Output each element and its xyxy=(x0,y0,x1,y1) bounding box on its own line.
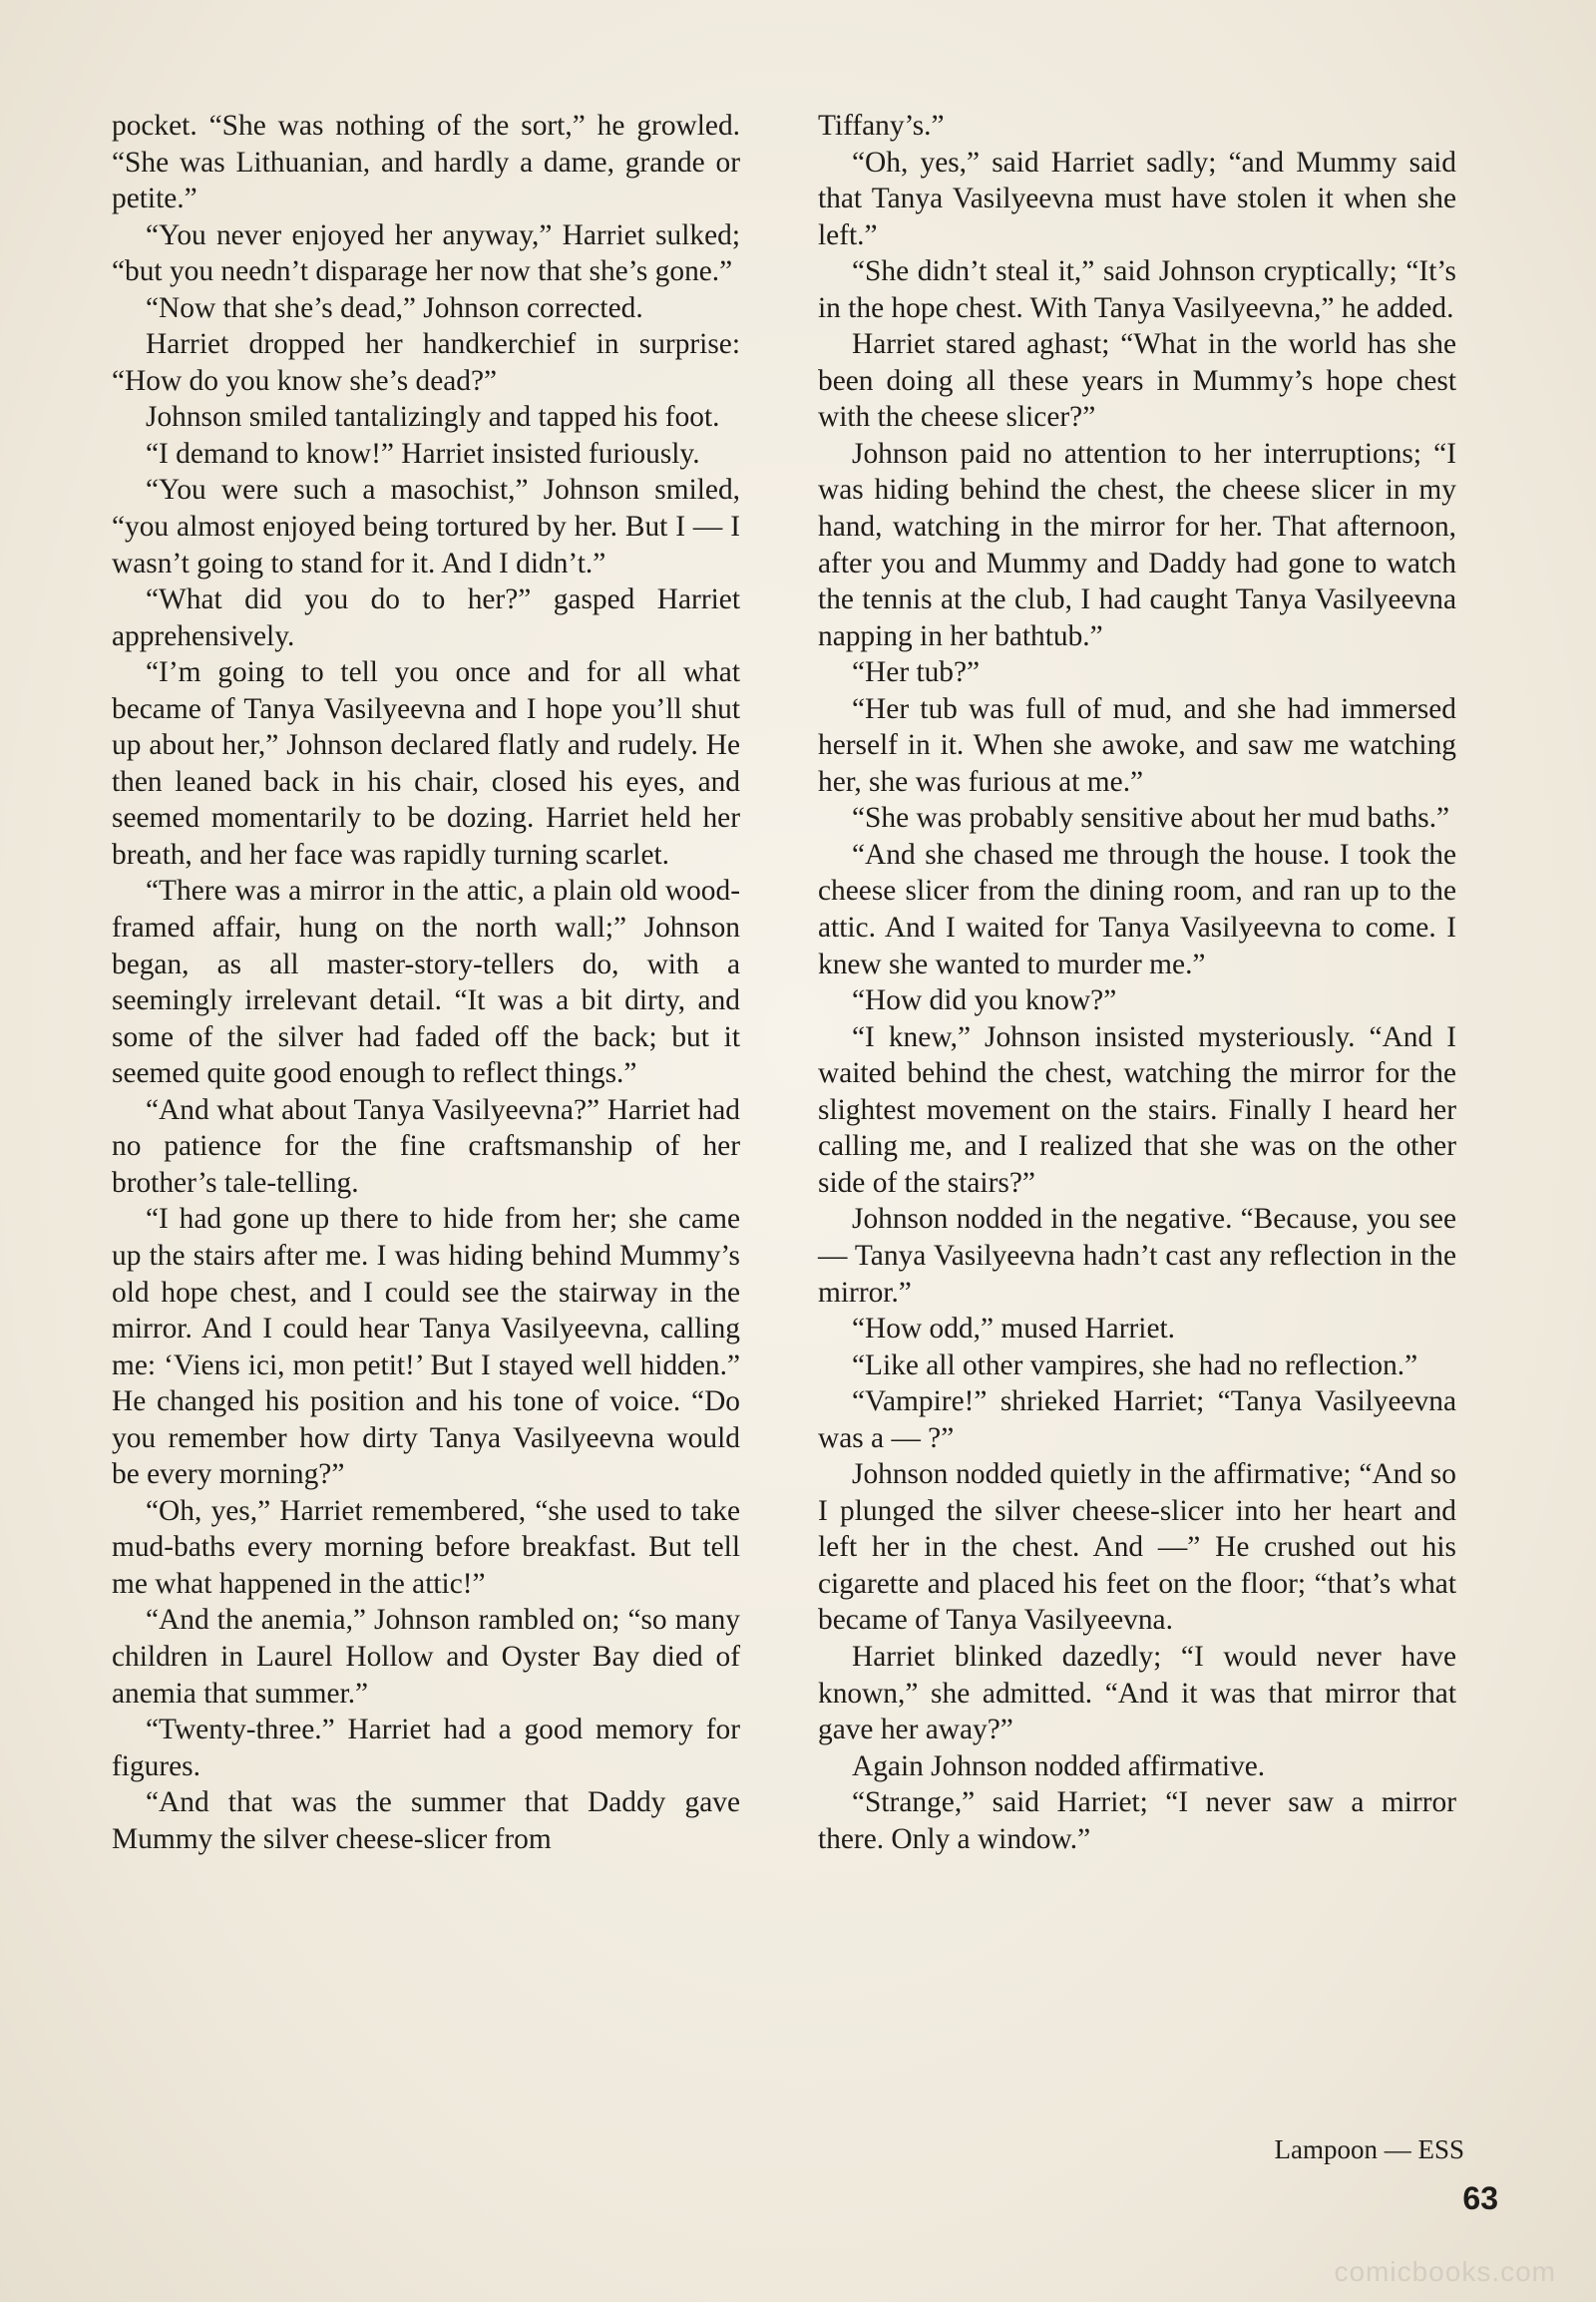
paragraph: “I demand to know!” Harriet insisted furiously. xyxy=(146,437,700,470)
paragraph: Johnson smiled tantalizingly and tapped his foot. xyxy=(146,401,720,434)
paragraph: “Like all other vampires, she had no reflection.” xyxy=(852,1348,1418,1381)
paragraph: “Twenty-three.” Harriet had a good memory for figures. xyxy=(112,1714,740,1782)
paragraph: “Vampire!” shrieked Harriet; “Tanya Vasilyeevna was a — ?” xyxy=(818,1385,1456,1454)
paragraph: Tiffany’s.” xyxy=(818,110,945,142)
site-watermark: comicbooks.com xyxy=(1334,2256,1556,2287)
left-text-column xyxy=(112,108,740,1857)
paragraph: “And that was the summer that Daddy gave Mummy the silver cheese-slicer from xyxy=(112,1786,740,1855)
paragraph: “And she chased me through the house. I took the cheese slicer from the dining room, and ran up to the attic. And I waited for Tanya Vasilyeevna to come. I knew she wanted to murder me.” xyxy=(818,838,1456,980)
paragraph: “I’m going to tell you once and for all what became of Tanya Vasilyeevna and I hope you’ll shut up about her,” Johnson declared flatly and rudely. He then leaned back in his chair, closed his eyes, and seemed momentarily to be dozing. Harriet held her breath, and her face was rapidly turning scarlet. xyxy=(112,656,740,871)
paragraph: “Oh, yes,” Harriet remembered, “she used to take mud-baths every morning before breakfast. But tell me what happened in the attic!” xyxy=(112,1494,740,1600)
paragraph: Johnson paid no attention to her interruptions; “I was hiding behind the chest, the cheese slicer in my hand, watching in the mirror for her. That afternoon, after you and Mummy and Daddy had gone to watch the tennis at the club, I had caught Tanya Vasilyeevna napping in her bathtub.” xyxy=(818,437,1456,652)
paragraph: Harriet blinked dazedly; “I would never have known,” she admitted. “And it was that mirror that gave her away?” xyxy=(818,1640,1456,1746)
paragraph: “What did you do to her?” gasped Harriet apprehensively. xyxy=(112,583,740,652)
page-number: 63 xyxy=(1462,2180,1498,2216)
paragraph: Johnson nodded in the negative. “Because, you see — Tanya Vasilyeevna hadn’t cast any reflection in the mirror.” xyxy=(818,1203,1456,1309)
paragraph: Harriet dropped her handkerchief in surprise: “How do you know she’s dead?” xyxy=(112,328,740,397)
paragraph: “She was probably sensitive about her mud baths.” xyxy=(852,802,1450,835)
paragraph: “She didn’t steal it,” said Johnson cryptically; “It’s in the hope chest. With Tanya Vasilyeevna,” he added. xyxy=(818,255,1456,324)
paragraph: Again Johnson nodded affirmative. xyxy=(852,1749,1266,1782)
paragraph: “Strange,” said Harriet; “I never saw a mirror there. Only a window.” xyxy=(818,1786,1456,1855)
paragraph: pocket. “She was nothing of the sort,” he growled. “She was Lithuanian, and hardly a dame, grande or petite.” xyxy=(112,110,740,215)
paragraph: “And what about Tanya Vasilyeevna?” Harriet had no patience for the fine craftsmanship of her brother’s tale-telling. xyxy=(112,1093,740,1199)
paragraph: “I had gone up there to hide from her; she came up the stairs after me. I was hiding behind Mummy’s old hope chest, and I could see the stairway in the mirror. And I could hear Tanya Vasilyeevna, calling me: ‘Viens ici, mon petit!’ But I stayed well hidden.” He changed his position and his tone of voice. “Do you remember how dirty Tanya Vasilyeevna would be every morning?” xyxy=(112,1203,740,1491)
paragraph: “I knew,” Johnson insisted mysteriously. “And I waited behind the chest, watching the mirror for the slightest movement on the stairs. Finally I heard her calling me, and I realized that she was on the other side of the stairs?” xyxy=(818,1020,1456,1199)
right-text-column xyxy=(818,108,1456,1857)
paragraph: “Her tub?” xyxy=(852,656,981,689)
paragraph: “Oh, yes,” said Harriet sadly; “and Mummy said that Tanya Vasilyeevna must have stolen it when she left.” xyxy=(818,146,1456,251)
paragraph: Johnson nodded quietly in the affirmative; “And so I plunged the silver cheese-slicer into her heart and left her in the chest. And —” He crushed out his cigarette and placed his feet on the floor; “that’s what became of Tanya Vasilyeevna. xyxy=(818,1458,1456,1637)
paragraph: Harriet stared aghast; “What in the world has she been doing all these years in Mummy’s hope chest with the cheese slicer?” xyxy=(818,328,1456,434)
paragraph: “There was a mirror in the attic, a plain old wood-framed affair, hung on the north wall;” Johnson began, as all master-story-tellers do, with a seemingly irrelevant detail. “It was a bit dirty, and some of the silver had faded off the back; but it seemed quite good enough to reflect things.” xyxy=(112,875,740,1090)
paragraph: “Her tub was full of mud, and she had immersed herself in it. When she awoke, and saw me watching her, she was furious at me.” xyxy=(818,692,1456,798)
paragraph: “Now that she’s dead,” Johnson corrected. xyxy=(146,291,643,324)
paragraph: “You were such a masochist,” Johnson smiled, “you almost enjoyed being tortured by her. But I — I wasn’t going to stand for it. And I didn’t.” xyxy=(112,474,740,579)
paragraph: “You never enjoyed her anyway,” Harriet sulked; “but you needn’t disparage her now that she’s gone.” xyxy=(112,218,740,288)
paragraph: “How odd,” mused Harriet. xyxy=(852,1313,1176,1345)
story-credit: Lampoon — ESS xyxy=(1274,2134,1464,2164)
paragraph: “And the anemia,” Johnson rambled on; “so many children in Laurel Hollow and Oyster Bay died of anemia that summer.” xyxy=(112,1604,740,1710)
paragraph: “How did you know?” xyxy=(852,984,1117,1017)
